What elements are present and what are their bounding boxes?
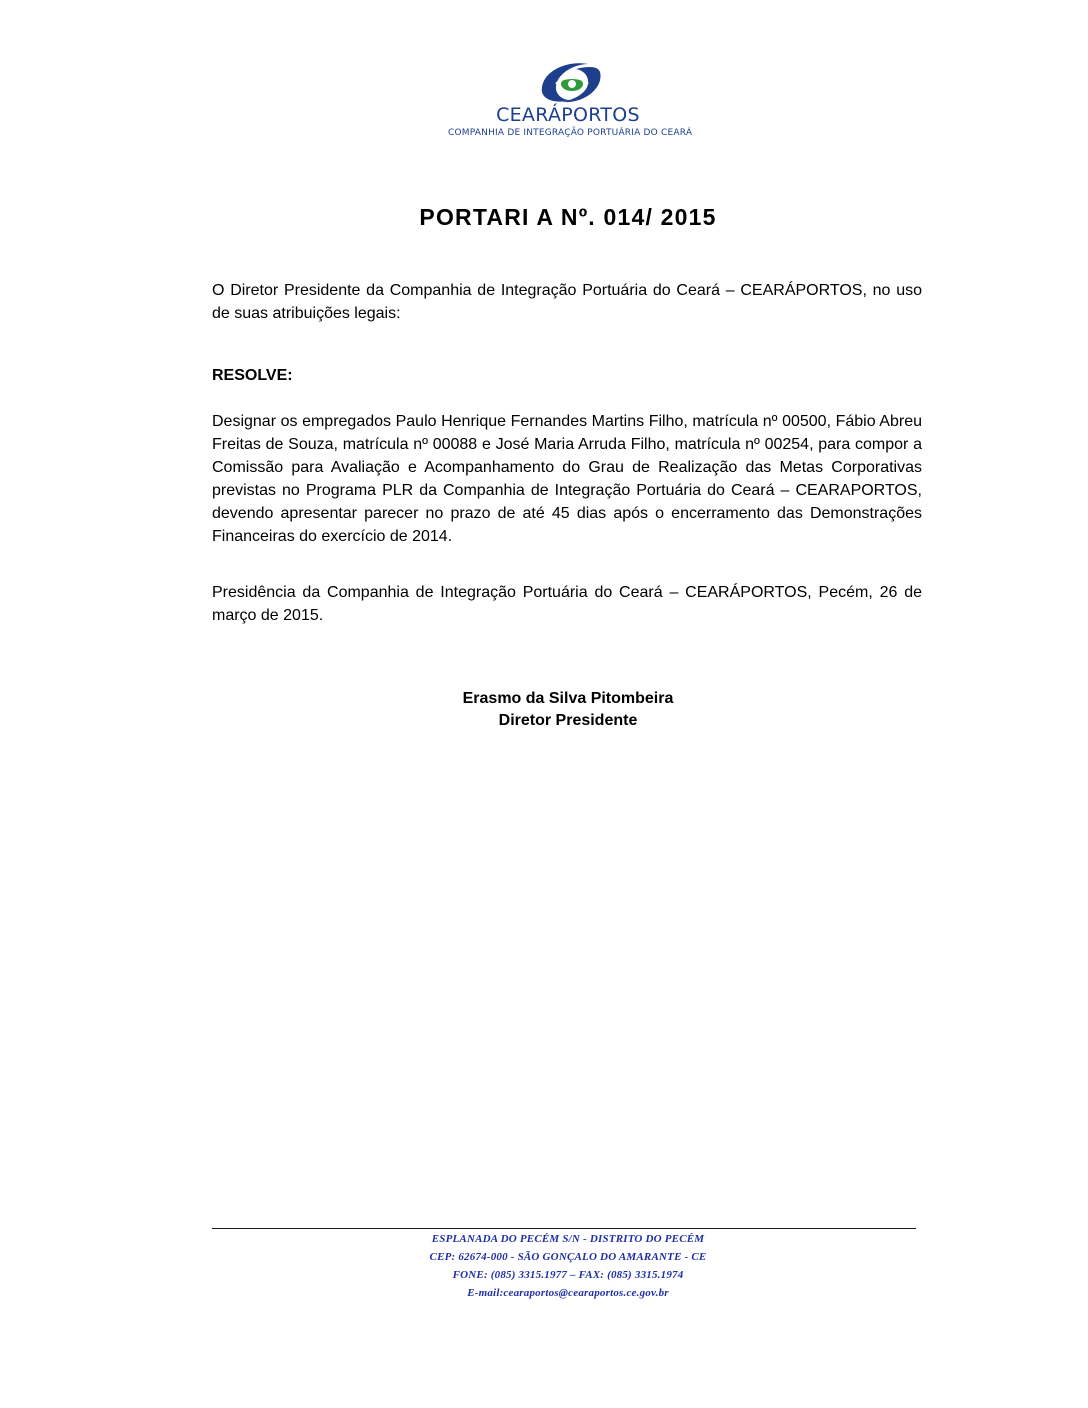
org-subtitle: COMPANHIA DE INTEGRAÇÃO PORTUÁRIA DO CEARÁ [448,128,693,138]
footer-phone: FONE: (085) 3315.1977 – FAX: (085) 3315.1974 [452,1269,684,1281]
document-title: PORTARI A Nº. 014/ 2015 [419,204,717,230]
footer-postal: CEP: 62674-000 - SÃO GONÇALO DO AMARANTE - CE [429,1251,707,1263]
closing-paragraph: Presidência da Companhia de Integração Portuária do Ceará – CEARÁPORTOS, Pecém, 26 de março de 2015. [212,584,922,624]
footer-divider [212,1228,916,1229]
footer-email: E-mail:cearaportos@cearaportos.ce.gov.br [467,1287,669,1299]
signatory-role: Diretor Presidente [498,712,638,729]
body-paragraph: Designar os empregados Paulo Henrique Fernandes Martins Filho, matrícula nº 00500, Fábio Abreu Freitas de Souza, matrícula nº 00088 e José Maria Arruda Filho, matrícula nº 00254, para compor a Comissão para Avaliação e Acompanhamento do Grau de Realização das Metas Corporativas previstas no Programa PLR da Companhia de Integração Portuária do Ceará – CEARAPORTOS, devendo apresentar parecer no prazo de até 45 dias após o encerramento das Demonstrações Financeiras do exercício de 2014. [212,413,922,545]
org-logo [448,58,693,142]
signatory-name: Erasmo da Silva Pitombeira [462,690,674,707]
org-name: CEARÁPORTOS [496,104,640,126]
cearaportos-logo-icon [536,58,606,106]
resolve-heading: RESOLVE: [212,367,293,384]
intro-paragraph: O Diretor Presidente da Companhia de Integração Portuária do Ceará – CEARÁPORTOS, no uso de suas atribuições legais: [212,282,922,322]
footer-address: ESPLANADA DO PECÉM S/N - DISTRITO DO PECÉM [431,1233,705,1245]
